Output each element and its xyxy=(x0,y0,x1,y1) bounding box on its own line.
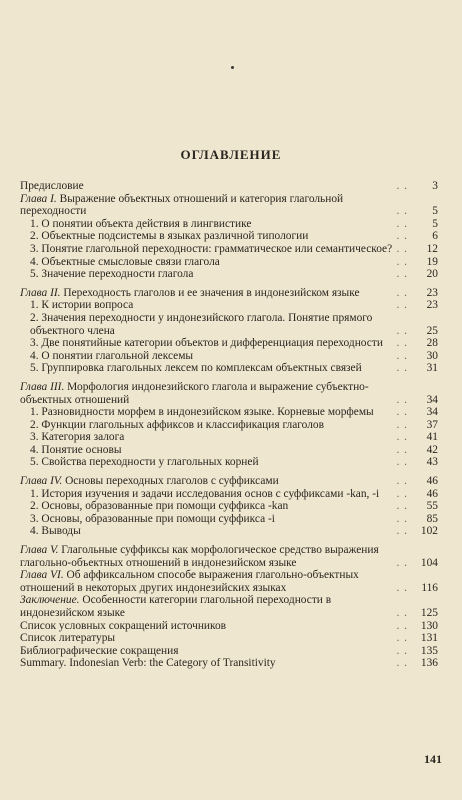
toc-entry-text xyxy=(20,544,394,569)
entry-title: Summary. Indonesian Verb: the Category of Transitivity xyxy=(20,657,276,670)
entry-title: 1. К истории вопроса xyxy=(30,299,134,312)
entry-page-number: 6 xyxy=(432,230,438,243)
entry-title: 1. Разновидности морфем в индонезийском языке. Корневые морфемы xyxy=(30,406,374,419)
leader-dots: . . xyxy=(396,242,408,255)
leader-dots: . . xyxy=(396,362,408,375)
entry-page-number: 3 xyxy=(432,180,438,192)
toc-entry xyxy=(20,513,438,526)
leader-dots: . . xyxy=(396,337,408,350)
entry-title: 4. О понятии глагольной лексемы xyxy=(30,349,194,362)
toc-entry xyxy=(20,193,438,218)
toc-entry xyxy=(20,362,438,375)
toc-entry-text xyxy=(30,419,394,432)
entry-title: Морфология индонезийского глагола и выражение субъектно-объектных отношений xyxy=(20,380,369,406)
chapter-label: Глава IV. xyxy=(20,475,63,488)
entry-title: Предисловие xyxy=(20,180,84,192)
toc-entry xyxy=(20,456,438,469)
page-number: 141 xyxy=(424,752,442,766)
entry-page-number: 19 xyxy=(426,255,438,268)
entry-title: 2. Функции глагольных аффиксов и классификация глаголов xyxy=(30,418,324,431)
toc-entry xyxy=(20,657,438,670)
entry-title: 5. Свойства переходности у глагольных корней xyxy=(30,456,259,469)
toc-entry xyxy=(20,475,438,488)
entry-page-number: 37 xyxy=(426,418,438,431)
chapter-label: Глава V. xyxy=(20,544,59,557)
entry-page-number: 130 xyxy=(420,619,438,632)
entry-page-number: 125 xyxy=(420,607,438,619)
toc-entry-text xyxy=(20,569,394,594)
toc-entry xyxy=(20,312,438,337)
toc-entry xyxy=(20,632,438,645)
entry-page-number: 102 xyxy=(420,525,438,538)
leader-dots: . . xyxy=(396,217,408,230)
entry-title: 4. Понятие основы xyxy=(30,443,122,456)
entry-page-number: 25 xyxy=(426,324,438,337)
entry-title: 2. Значения переходности у индонезийского глагола. Понятие прямого объектного члена xyxy=(30,311,373,337)
toc-entry xyxy=(20,444,438,457)
entry-title: 3. Две понятийные категории объектов и дифференциация переходности xyxy=(30,337,383,350)
toc-entry-text xyxy=(20,381,394,406)
leader-dots: . . xyxy=(396,349,408,362)
leader-dots: . . xyxy=(396,644,408,657)
toc-entry-text xyxy=(20,645,394,658)
toc-entry xyxy=(20,419,438,432)
toc-entry xyxy=(20,287,438,300)
toc-entry xyxy=(20,594,438,619)
entry-title: Глагольные суффиксы как морфологическое средство выражения глагольно-объектных отношений в индонезийском языке xyxy=(20,544,379,569)
toc-entry xyxy=(20,243,438,256)
leader-dots: . . xyxy=(396,443,408,456)
toc-entry xyxy=(20,299,438,312)
entry-page-number: 46 xyxy=(426,487,438,500)
entry-page-number: 85 xyxy=(426,512,438,525)
toc-entry xyxy=(20,406,438,419)
entry-title: Библиографические сокращения xyxy=(20,644,179,657)
entry-title: Основы переходных глаголов с суффиксами xyxy=(65,475,279,488)
leader-dots: . . xyxy=(396,406,408,419)
entry-title: Особенности категории глагольной переходности в индонезийском языке xyxy=(20,594,332,619)
toc-entry-text xyxy=(30,256,394,269)
chapter-label: Глава II. xyxy=(20,286,61,299)
toc-entry xyxy=(20,569,438,594)
toc-entry-text xyxy=(30,500,394,513)
entry-page-number: 116 xyxy=(421,581,438,594)
toc-entry-text xyxy=(30,337,394,350)
entry-page-number: 23 xyxy=(426,299,438,312)
entry-page-number: 55 xyxy=(426,500,438,513)
entry-title: Список условных сокращений источников xyxy=(20,619,227,632)
toc-entry-text xyxy=(30,444,394,457)
leader-dots: . . xyxy=(396,657,408,670)
leader-dots: . . xyxy=(396,268,408,281)
toc-entry-text xyxy=(20,193,394,218)
leader-dots: . . xyxy=(396,581,408,594)
toc-entry xyxy=(20,431,438,444)
leader-dots: . . xyxy=(396,299,408,312)
leader-dots: . . xyxy=(396,556,408,569)
toc-entry-text xyxy=(30,350,394,363)
entry-page-number: 42 xyxy=(426,443,438,456)
entry-title: 2. Объектные подсистемы в языках различной типологии xyxy=(30,230,309,243)
entry-title: Переходность глаголов и ее значения в индонезийском языке xyxy=(63,286,360,299)
toc-entry xyxy=(20,180,438,193)
entry-title: 5. Значение переходности глагола xyxy=(30,268,194,281)
entry-page-number: 12 xyxy=(426,242,438,255)
entry-title: 2. Основы, образованные при помощи суффикса -kan xyxy=(30,500,289,513)
toc-entry-text xyxy=(30,513,394,526)
entry-page-number: 43 xyxy=(426,456,438,469)
toc-entry-text xyxy=(30,312,394,337)
entry-title: 4. Выводы xyxy=(30,525,81,538)
toc-entry xyxy=(20,488,438,501)
entry-page-number: 46 xyxy=(426,475,438,488)
entry-page-number: 131 xyxy=(420,632,438,645)
toc-entry-text xyxy=(20,594,394,619)
entry-title: Выражение объектных отношений и категория глагольной переходности xyxy=(20,192,344,218)
toc-entry-text xyxy=(30,488,394,501)
entry-page-number: 28 xyxy=(426,337,438,350)
entry-title: 3. Основы, образованные при помощи суффикса -i xyxy=(30,512,275,525)
toc-entry xyxy=(20,500,438,513)
entry-page-number: 23 xyxy=(426,286,438,299)
entry-title: 1. О понятии объекта действия в лингвистике xyxy=(30,217,252,230)
leader-dots: . . xyxy=(396,632,408,645)
toc-entry xyxy=(20,218,438,231)
toc-entry xyxy=(20,620,438,633)
toc-entry-text xyxy=(20,620,394,633)
leader-dots: . . xyxy=(396,180,408,192)
toc-entry xyxy=(20,337,438,350)
chapter-label: Глава I. xyxy=(20,192,57,205)
toc-entry xyxy=(20,350,438,363)
entry-page-number: 5 xyxy=(432,205,438,218)
entry-page-number: 135 xyxy=(420,644,438,657)
entry-title: 5. Группировка глагольных лексем по комплексам объектных связей xyxy=(30,362,362,375)
entry-title: Список литературы xyxy=(20,632,116,645)
toc-entry-text xyxy=(30,362,394,375)
leader-dots: . . xyxy=(396,607,408,619)
chapter-label: Заключение. xyxy=(20,594,80,607)
leader-dots: . . xyxy=(396,500,408,513)
leader-dots: . . xyxy=(396,324,408,337)
leader-dots: . . xyxy=(396,230,408,243)
leader-dots: . . xyxy=(396,487,408,500)
leader-dots: . . xyxy=(396,393,408,406)
entry-page-number: 136 xyxy=(420,657,438,670)
entry-page-number: 20 xyxy=(426,268,438,281)
toc-entry-text xyxy=(30,456,394,469)
toc-entry xyxy=(20,256,438,269)
entry-page-number: 41 xyxy=(426,431,438,444)
toc-entry xyxy=(20,525,438,538)
leader-dots: . . xyxy=(396,512,408,525)
toc-entry-text xyxy=(30,218,394,231)
leader-dots: . . xyxy=(396,456,408,469)
leader-dots: . . xyxy=(396,431,408,444)
entry-page-number: 31 xyxy=(426,362,438,375)
entry-page-number: 30 xyxy=(426,349,438,362)
leader-dots: . . xyxy=(396,619,408,632)
leader-dots: . . xyxy=(396,205,408,218)
chapter-label: Глава VI. xyxy=(20,569,64,582)
entry-title: 1. История изучения и задачи исследования основ с суффиксами -kan, -i xyxy=(30,487,380,500)
toc-entry-text xyxy=(30,525,394,538)
entry-title: 4. Объектные смысловые связи глагола xyxy=(30,255,220,268)
leader-dots: . . xyxy=(396,525,408,538)
entry-title: 3. Категория залога xyxy=(30,431,125,444)
toc-entry xyxy=(20,268,438,281)
toc-entry-text xyxy=(20,180,394,193)
toc-entry xyxy=(20,645,438,658)
entry-page-number: 34 xyxy=(426,393,438,406)
entry-title: 3. Понятие глагольной переходности: грамматическое или семантическое? xyxy=(30,242,393,255)
toc-entry-text xyxy=(20,657,394,670)
entry-title: Об аффиксальном способе выражения глагольно-объектных отношений в некоторых других индонезийских языках xyxy=(20,569,359,594)
toc-entry xyxy=(20,381,438,406)
entry-page-number: 34 xyxy=(426,406,438,419)
toc-entry xyxy=(20,230,438,243)
toc-entry-text xyxy=(30,268,394,281)
toc-entry-text xyxy=(30,299,394,312)
toc-entry-text xyxy=(20,632,394,645)
toc-entry-text xyxy=(30,431,394,444)
entry-page-number: 5 xyxy=(432,217,438,230)
toc-entry xyxy=(20,544,438,569)
toc-entry-text xyxy=(30,406,394,419)
leader-dots: . . xyxy=(396,255,408,268)
toc-entry-text xyxy=(30,243,394,256)
toc-entry-text xyxy=(30,230,394,243)
toc-entry-text xyxy=(20,287,394,300)
toc-entry-text xyxy=(20,475,394,488)
page-title: ОГЛАВЛЕНИЕ xyxy=(180,147,282,162)
leader-dots: . . xyxy=(396,475,408,488)
chapter-label: Глава III. xyxy=(20,380,65,393)
ink-dot xyxy=(231,66,234,69)
leader-dots: . . xyxy=(396,286,408,299)
table-of-contents xyxy=(20,180,438,670)
entry-page-number: 104 xyxy=(420,556,438,569)
leader-dots: . . xyxy=(396,418,408,431)
